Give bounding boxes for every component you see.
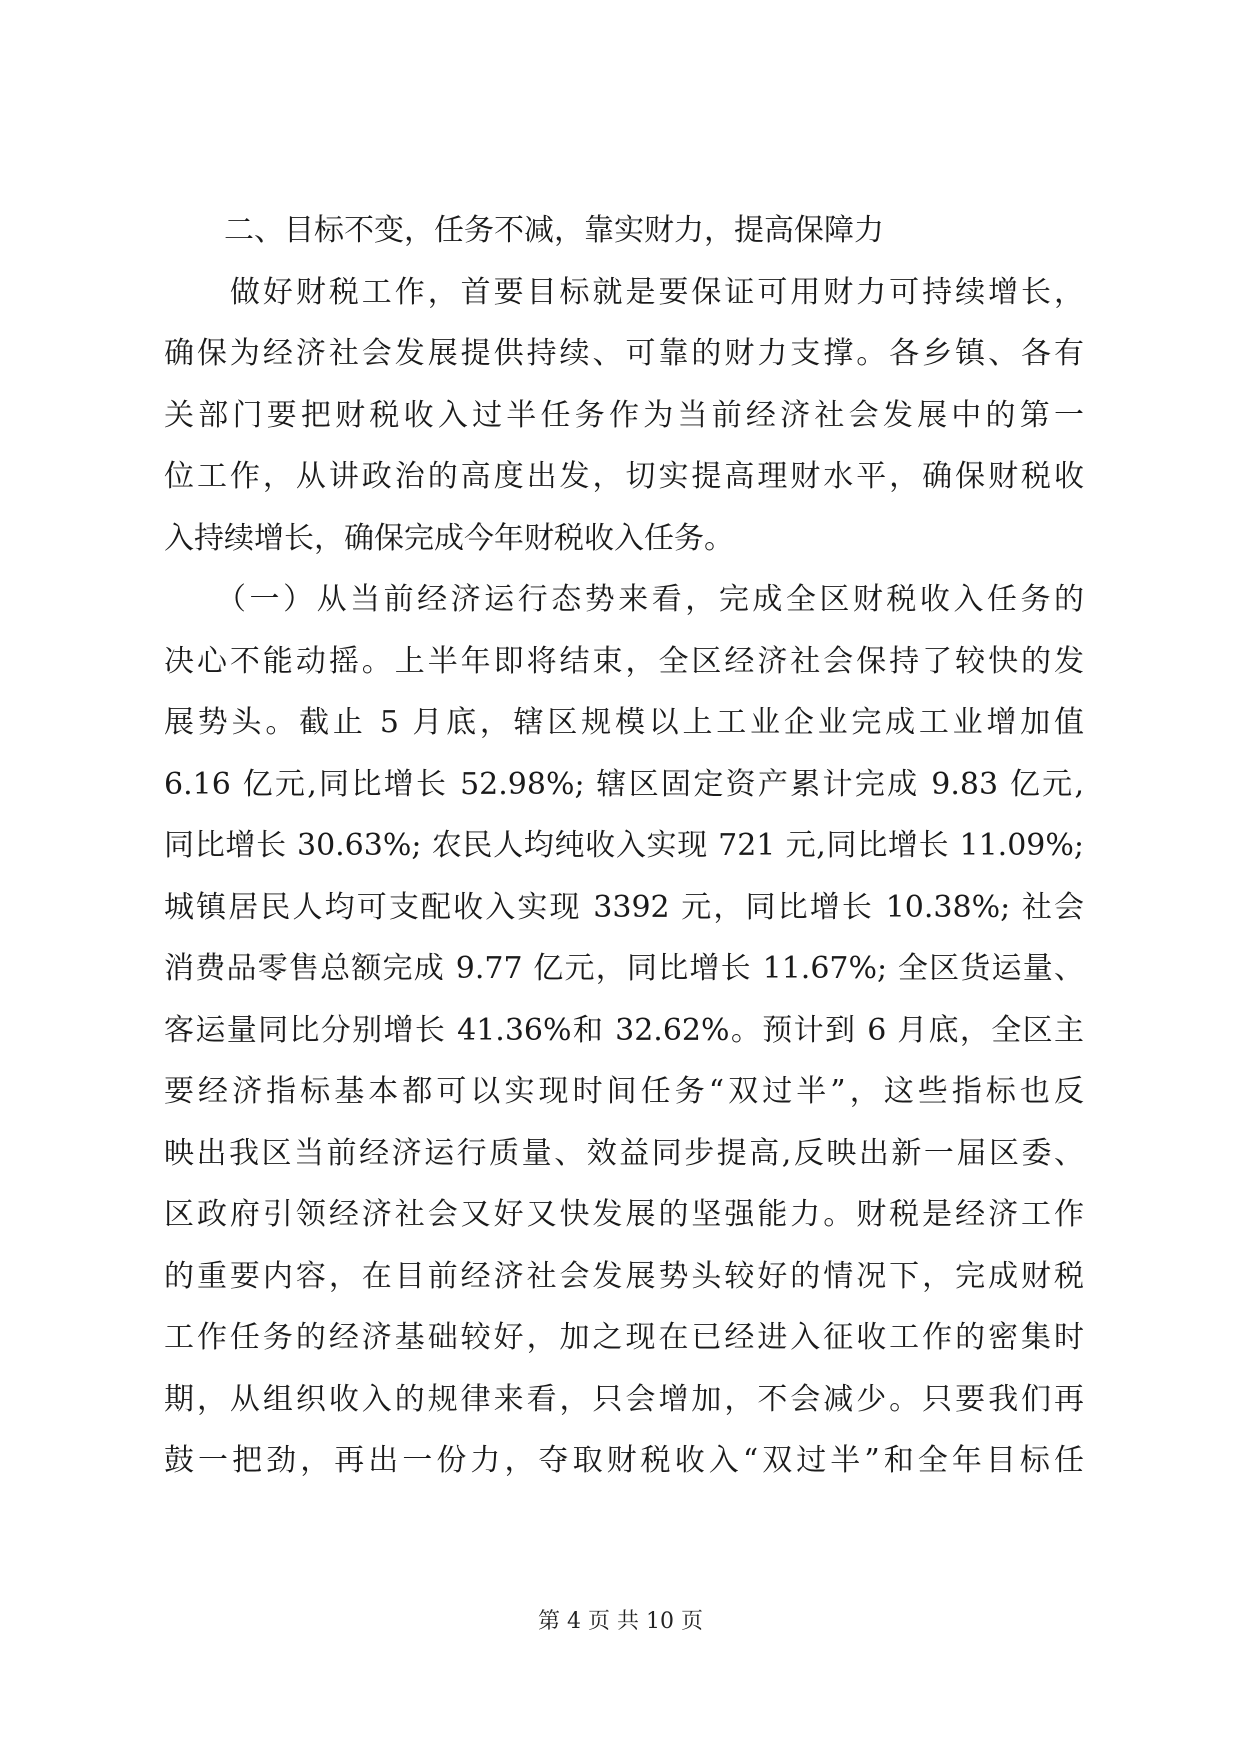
paragraph-line: 展势头。截止 5 月底，辖区规模以上工业企业完成工业增加值	[164, 705, 1084, 740]
paragraph-line: 同比增长 30.63%; 农民人均纯收入实现 721 元,同比增长 11.09%;	[164, 828, 1084, 863]
paragraph-line: 城镇居民人均可支配收入实现 3392 元，同比增长 10.38%; 社会	[164, 889, 1084, 925]
document-body	[164, 200, 1084, 1492]
paragraph-line: 客运量同比分别增长 41.36%和 32.62%。预计到 6 月底，全区主	[164, 1012, 1084, 1048]
paragraph-line: 决心不能动摇。上半年即将结束，全区经济社会保持了较快的发	[164, 643, 1084, 679]
paragraph-line: 消费品零售总额完成 9.77 亿元，同比增长 11.67%; 全区货运量、	[164, 951, 1084, 986]
paragraph-line: 期，从组织收入的规律来看，只会增加，不会减少。只要我们再	[164, 1381, 1084, 1417]
paragraph-line: 6.16 亿元,同比增长 52.98%; 辖区固定资产累计完成 9.83 亿元,	[164, 766, 1084, 802]
paragraph-line: 要经济指标基本都可以实现时间任务“双过半”，这些指标也反	[164, 1074, 1084, 1109]
subsection-line: （一）从当前经济运行态势来看，完成全区财税收入任务的	[164, 582, 1084, 617]
page-number-footer: 第 4 页 共 10 页	[538, 1609, 703, 1634]
paragraph-line: 区政府引领经济社会又好又快发展的坚强能力。财税是经济工作	[164, 1197, 1084, 1232]
paragraph-line: 工作任务的经济基础较好，加之现在已经进入征收工作的密集时	[164, 1320, 1084, 1355]
paragraph-line: 位工作，从讲政治的高度出发，切实提高理财水平，确保财税收	[164, 459, 1084, 494]
paragraph-line: 做好财税工作，首要目标就是要保证可用财力可持续增长，	[164, 274, 1084, 310]
section-heading: 二、目标不变，任务不减，靠实财力，提高保障力	[164, 213, 884, 248]
paragraph-line: 鼓一把劲，再出一份力，夺取财税收入“双过半”和全年目标任	[164, 1443, 1084, 1478]
paragraph-line: 的重要内容，在目前经济社会发展势头较好的情况下，完成财税	[164, 1258, 1084, 1294]
paragraph-line: 入持续增长，确保完成今年财税收入任务。	[164, 520, 734, 556]
paragraph-line: 映出我区当前经济运行质量、效益同步提高,反映出新一届区委、	[164, 1135, 1084, 1171]
paragraph-line: 确保为经济社会发展提供持续、可靠的财力支撑。各乡镇、各有	[164, 336, 1084, 371]
paragraph-line: 关部门要把财税收入过半任务作为当前经济社会发展中的第一	[164, 397, 1084, 433]
